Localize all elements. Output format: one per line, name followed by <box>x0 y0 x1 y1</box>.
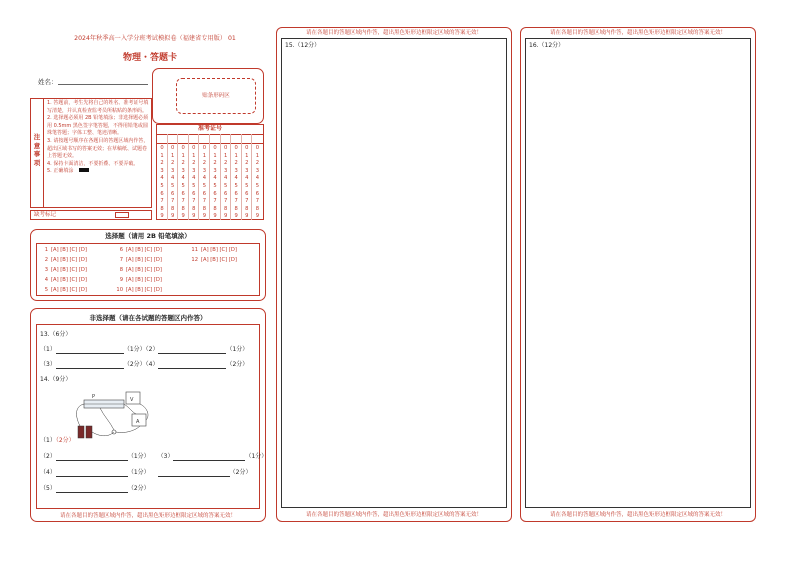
exam-title: 2024年秋季高一入学分班考试模拟卷（福建省专用版） 01 <box>74 35 236 42</box>
ticket-digit-bubble[interactable]: 2 <box>192 160 196 167</box>
ticket-digit-bubble[interactable]: 5 <box>192 182 196 189</box>
q14-row-4: （5） （2分） <box>40 485 150 492</box>
ticket-digit-bubble[interactable]: 9 <box>223 213 228 220</box>
mc-options[interactable]: [A] [B] [C] [D] <box>126 257 162 263</box>
ticket-column-divider <box>220 134 221 220</box>
ticket-digit-column <box>253 145 261 221</box>
col3-warning-bottom: 请在各题目的答题区域内作答，超出黑色矩形边框限定区域的答案无效！ <box>549 512 726 518</box>
ticket-digit-bubble[interactable]: 0 <box>202 145 207 151</box>
ticket-column-divider <box>251 134 252 220</box>
mc-question-number: 2 <box>44 257 48 263</box>
ticket-digit-bubble[interactable]: 6 <box>234 190 238 197</box>
ticket-digit-bubble[interactable]: 1 <box>213 152 217 159</box>
mc-question-number: 1 <box>44 247 48 253</box>
ticket-digit-bubble[interactable]: 6 <box>213 190 217 197</box>
ticket-digit-bubble[interactable]: 1 <box>255 152 260 159</box>
ticket-digit-bubble[interactable]: 8 <box>192 205 196 212</box>
ticket-digit-bubble[interactable]: 2 <box>245 160 249 167</box>
col2-warning-top: 请在各题目的答题区域内作答，超出黑色矩形边框限定区域的答案无效！ <box>305 30 482 36</box>
ticket-digit-bubble[interactable]: 9 <box>160 213 164 220</box>
ticket-digit-bubble[interactable]: 5 <box>255 182 260 189</box>
ticket-digit-bubble[interactable]: 6 <box>255 190 260 197</box>
mc-question[interactable] <box>40 277 87 283</box>
svg-text:A: A <box>136 419 140 425</box>
q16-label: 16.（12分） <box>529 42 565 49</box>
ticket-column-divider <box>209 134 210 220</box>
ticket-digit-bubble[interactable]: 8 <box>213 205 217 212</box>
mc-question[interactable] <box>190 247 237 253</box>
ticket-digit-bubble[interactable]: 2 <box>170 160 175 167</box>
answer-blank[interactable] <box>158 347 226 354</box>
ticket-digit-bubble[interactable]: 3 <box>170 167 175 174</box>
ticket-digit-column <box>200 145 208 221</box>
q14-circuit-diagram <box>70 386 154 444</box>
answer-blank[interactable] <box>56 347 124 354</box>
name-label: 姓名： <box>38 78 58 86</box>
answer-blank[interactable] <box>158 362 226 369</box>
ticket-digit-bubble[interactable]: 8 <box>202 205 207 212</box>
ticket-digit-bubble[interactable]: 8 <box>170 205 175 212</box>
col3-warning-top: 请在各题目的答题区域内作答，超出黑色矩形边框限定区域的答案无效！ <box>549 30 726 36</box>
answer-blank[interactable] <box>56 454 128 461</box>
mc-options[interactable]: [A] [B] [C] [D] <box>51 257 87 263</box>
answer-blank[interactable] <box>173 454 245 461</box>
q13-row-1: （1） （1分）（2） （1分） <box>40 346 249 353</box>
ticket-digit-bubble[interactable]: 2 <box>181 160 185 167</box>
mc-question[interactable] <box>190 257 237 263</box>
notice-item: 1. 答题前，考生先将自己的姓名、准考证号填写清楚，并认真检查监考员所粘贴的条形码。 <box>47 100 149 114</box>
ticket-digit-column <box>179 145 187 221</box>
answer-blank[interactable] <box>56 362 124 369</box>
ticket-digit-bubble[interactable]: 3 <box>160 167 164 174</box>
ticket-digit-bubble[interactable]: 2 <box>202 160 207 167</box>
ticket-label: 准考证号 <box>197 125 222 132</box>
ticket-digit-bubble[interactable]: 7 <box>170 198 175 205</box>
ticket-digit-bubble[interactable]: 0 <box>255 145 260 151</box>
ticket-digit-bubble[interactable]: 4 <box>181 175 185 182</box>
ticket-digit-bubble[interactable]: 4 <box>245 175 249 182</box>
mc-question[interactable] <box>115 257 162 263</box>
ticket-digit-bubble[interactable]: 7 <box>255 198 260 205</box>
ticket-digit-bubble[interactable]: 6 <box>170 190 175 197</box>
mc-options[interactable]: [A] [B] [C] [D] <box>126 277 162 283</box>
ticket-digit-bubble[interactable]: 5 <box>245 182 249 189</box>
ticket-digit-bubble[interactable]: 6 <box>160 190 164 197</box>
mc-question[interactable] <box>115 277 162 283</box>
q15-label: 15.（12分） <box>285 42 321 49</box>
mc-question-number: 11 <box>191 247 198 253</box>
mc-options[interactable]: [A] [B] [C] [D] <box>51 247 87 253</box>
svg-text:P: P <box>92 394 96 400</box>
q13-row-2: （3） （2分）（4） （2分） <box>40 361 249 368</box>
ticket-digit-bubble[interactable]: 2 <box>223 160 228 167</box>
ticket-digit-bubble[interactable]: 0 <box>223 145 228 151</box>
ticket-digit-bubble[interactable]: 1 <box>160 152 164 159</box>
ticket-digit-bubble[interactable]: 7 <box>223 198 228 205</box>
answer-blank[interactable] <box>56 486 128 493</box>
name-field[interactable] <box>58 84 148 85</box>
notice-list <box>47 100 150 176</box>
q14-row-2: （2） （1分） （3） （1分） <box>40 453 268 460</box>
ticket-digit-bubble[interactable]: 0 <box>181 145 185 151</box>
mc-question[interactable] <box>40 287 87 293</box>
ticket-digit-bubble[interactable]: 6 <box>202 190 207 197</box>
ticket-digit-bubble[interactable]: 1 <box>170 152 175 159</box>
ticket-digit-bubble[interactable]: 3 <box>213 167 217 174</box>
mc-options[interactable]: [A] [B] [C] [D] <box>51 277 87 283</box>
ticket-column-divider <box>167 134 168 220</box>
col2-warning-bottom: 请在各题目的答题区域内作答，超出黑色矩形边框限定区域的答案无效！ <box>305 512 482 518</box>
ticket-digit-column <box>158 145 166 221</box>
ticket-digit-bubble[interactable]: 8 <box>234 205 238 212</box>
ticket-digit-bubble[interactable]: 8 <box>223 205 228 212</box>
mc-question[interactable] <box>115 267 162 273</box>
ticket-column-divider <box>241 134 242 220</box>
svg-text:V: V <box>130 397 134 403</box>
ticket-digit-bubble[interactable]: 1 <box>245 152 249 159</box>
ticket-digit-bubble[interactable]: 4 <box>213 175 217 182</box>
mc-options[interactable]: [A] [B] [C] [D] <box>126 247 162 253</box>
ticket-column-divider <box>198 134 199 220</box>
ticket-column-divider <box>177 134 178 220</box>
ticket-column-divider <box>188 134 189 220</box>
ticket-digit-bubble[interactable]: 4 <box>160 175 164 182</box>
ticket-digit-bubble[interactable]: 5 <box>223 182 228 189</box>
notice-item: 5. 正确填涂 <box>47 168 150 176</box>
ticket-digit-bubble[interactable]: 3 <box>234 167 238 174</box>
ticket-digit-bubble[interactable]: 1 <box>202 152 207 159</box>
ticket-digit-bubble[interactable]: 6 <box>192 190 196 197</box>
ticket-digit-bubble[interactable]: 1 <box>223 152 228 159</box>
ticket-digit-bubble[interactable]: 4 <box>202 175 207 182</box>
notice-item: 2. 选择题必须用 2B 铅笔填涂；非选择题必须用 0.5mm 黑色签字笔答题，不得用铅笔或圆珠笔答题；字体工整、笔迹清晰。 <box>47 115 149 137</box>
mc-question-number: 5 <box>44 287 48 293</box>
mc-options[interactable]: [A] [B] [C] [D] <box>51 287 87 293</box>
ticket-digit-bubble[interactable]: 9 <box>213 213 217 220</box>
ticket-digit-bubble[interactable]: 3 <box>223 167 228 174</box>
ticket-digit-bubble[interactable]: 4 <box>255 175 260 182</box>
mc-options[interactable]: [A] [B] [C] [D] <box>126 267 162 273</box>
ticket-digit-bubble[interactable]: 9 <box>255 213 260 220</box>
ticket-digit-bubble[interactable]: 4 <box>170 175 175 182</box>
barcode-label: 贴条形码区 <box>202 93 230 99</box>
ticket-digit-bubble[interactable]: 3 <box>255 167 260 174</box>
ticket-digit-bubble[interactable]: 5 <box>181 182 185 189</box>
ticket-digit-bubble[interactable]: 0 <box>245 145 249 151</box>
ticket-digit-bubble[interactable]: 7 <box>234 198 238 205</box>
ticket-digit-bubble[interactable]: 9 <box>202 213 207 220</box>
mc-options[interactable]: [A] [B] [C] [D] <box>201 257 237 263</box>
absent-mark-box[interactable] <box>115 212 129 218</box>
ticket-digit-column <box>190 145 198 221</box>
mc-question[interactable] <box>40 257 87 263</box>
ticket-digit-bubble[interactable]: 6 <box>245 190 249 197</box>
ticket-digit-bubble[interactable]: 5 <box>202 182 207 189</box>
ticket-digit-bubble[interactable]: 7 <box>181 198 185 205</box>
ticket-digit-bubble[interactable]: 6 <box>223 190 228 197</box>
mc-question-number: 8 <box>119 267 123 273</box>
q14-part-1: （1）（2分） <box>40 437 75 444</box>
answer-area-16[interactable] <box>525 38 751 508</box>
mc-question-number: 6 <box>119 247 123 253</box>
filled-sample-icon <box>79 168 89 172</box>
mc-question-number: 12 <box>191 257 198 263</box>
ticket-digit-bubble[interactable]: 7 <box>160 198 164 205</box>
mc-question[interactable] <box>115 247 162 253</box>
mc-question[interactable] <box>40 267 87 273</box>
ticket-digit-bubble[interactable]: 8 <box>181 205 185 212</box>
ticket-digit-bubble[interactable]: 0 <box>213 145 217 151</box>
ticket-digit-bubble[interactable]: 2 <box>255 160 260 167</box>
ticket-digit-bubble[interactable]: 7 <box>202 198 207 205</box>
ticket-digit-bubble[interactable]: 9 <box>192 213 196 220</box>
ticket-column-divider <box>230 134 231 220</box>
ticket-digit-bubble[interactable]: 4 <box>223 175 228 182</box>
ticket-digit-bubble[interactable]: 5 <box>170 182 175 189</box>
ticket-digit-column <box>169 145 177 221</box>
mc-question-number: 4 <box>44 277 48 283</box>
mc-question-number: 3 <box>44 267 48 273</box>
ticket-digit-column <box>211 145 219 221</box>
ticket-digit-bubble[interactable]: 3 <box>202 167 207 174</box>
ticket-digit-bubble[interactable]: 0 <box>160 145 164 151</box>
mc-question-number: 7 <box>119 257 123 263</box>
mc-question-number: 10 <box>116 287 123 293</box>
q14-label: 14.（9分） <box>40 376 72 383</box>
ticket-digit-bubble[interactable]: 1 <box>192 152 196 159</box>
answer-blank[interactable] <box>56 470 128 477</box>
mc-question-number: 9 <box>119 277 123 283</box>
ticket-digit-bubble[interactable]: 6 <box>181 190 185 197</box>
ticket-digit-bubble[interactable]: 2 <box>234 160 238 167</box>
absent-label: 缺考标记 <box>34 212 57 218</box>
mc-question[interactable] <box>40 247 87 253</box>
ticket-digit-bubble[interactable]: 3 <box>245 167 249 174</box>
ticket-digit-column <box>222 145 230 221</box>
ticket-digit-column <box>232 145 240 221</box>
q14-row-3: （4） （1分） （2分） <box>40 469 252 476</box>
ticket-digit-bubble[interactable]: 7 <box>245 198 249 205</box>
ticket-digit-bubble[interactable]: 8 <box>255 205 260 212</box>
ticket-write-row[interactable] <box>156 134 264 144</box>
ticket-digit-bubble[interactable]: 7 <box>213 198 217 205</box>
ticket-digit-bubble[interactable]: 0 <box>192 145 196 151</box>
ticket-digit-bubble[interactable]: 2 <box>213 160 217 167</box>
col1-warning: 请在各题目的答题区域内作答，超出黑色矩形边框限定区域的答案无效！ <box>59 513 236 519</box>
notice-item: 3. 请按题号顺序在各题目的答题区域内作答，超出区域书写的答案无效；在草稿纸、试题卷上答题无效。 <box>47 137 149 160</box>
mc-options[interactable]: [A] [B] [C] [D] <box>51 267 87 273</box>
ticket-digit-bubble[interactable]: 5 <box>234 182 238 189</box>
notice-item: 4. 保持卡面清洁，不要折叠、不要弄破。 <box>47 160 139 167</box>
ticket-digit-bubble[interactable]: 3 <box>181 167 185 174</box>
mc-title: 选择题（请用 2B 铅笔填涂） <box>105 232 191 240</box>
ticket-digit-bubble[interactable]: 4 <box>234 175 238 182</box>
ticket-digit-bubble[interactable]: 8 <box>160 205 164 212</box>
subject-title: 物理・答题卡 <box>122 53 177 63</box>
ticket-digit-column <box>243 145 251 221</box>
ticket-digit-bubble[interactable]: 8 <box>245 205 249 212</box>
ticket-digit-bubble[interactable]: 0 <box>170 145 175 151</box>
mc-options[interactable]: [A] [B] [C] [D] <box>126 287 162 293</box>
ticket-digit-bubble[interactable]: 9 <box>234 213 238 220</box>
ticket-digit-bubble[interactable]: 2 <box>160 160 164 167</box>
q13-label: 13.（6分） <box>40 331 72 338</box>
ticket-digit-bubble[interactable]: 1 <box>234 152 238 159</box>
ticket-digit-bubble[interactable]: 7 <box>192 198 196 205</box>
mc-question[interactable] <box>115 287 162 293</box>
ticket-digit-bubble[interactable]: 0 <box>234 145 238 151</box>
mc-options[interactable]: [A] [B] [C] [D] <box>201 247 237 253</box>
ticket-digit-bubble[interactable]: 9 <box>170 213 175 220</box>
ticket-digit-bubble[interactable]: 3 <box>192 167 196 174</box>
nonmc-title: 非选择题（请在各试题的答题区内作答） <box>89 314 207 322</box>
ticket-digit-bubble[interactable]: 9 <box>245 213 249 220</box>
ticket-digit-bubble[interactable]: 9 <box>181 213 185 220</box>
ticket-digit-bubble[interactable]: 1 <box>181 152 185 159</box>
ticket-digit-bubble[interactable]: 5 <box>160 182 164 189</box>
answer-blank[interactable] <box>158 470 230 477</box>
answer-area-15[interactable] <box>281 38 507 508</box>
ticket-digit-bubble[interactable]: 4 <box>192 175 196 182</box>
notice-title: 注 意 事 项 <box>33 133 41 167</box>
ticket-digit-bubble[interactable]: 5 <box>213 182 217 189</box>
